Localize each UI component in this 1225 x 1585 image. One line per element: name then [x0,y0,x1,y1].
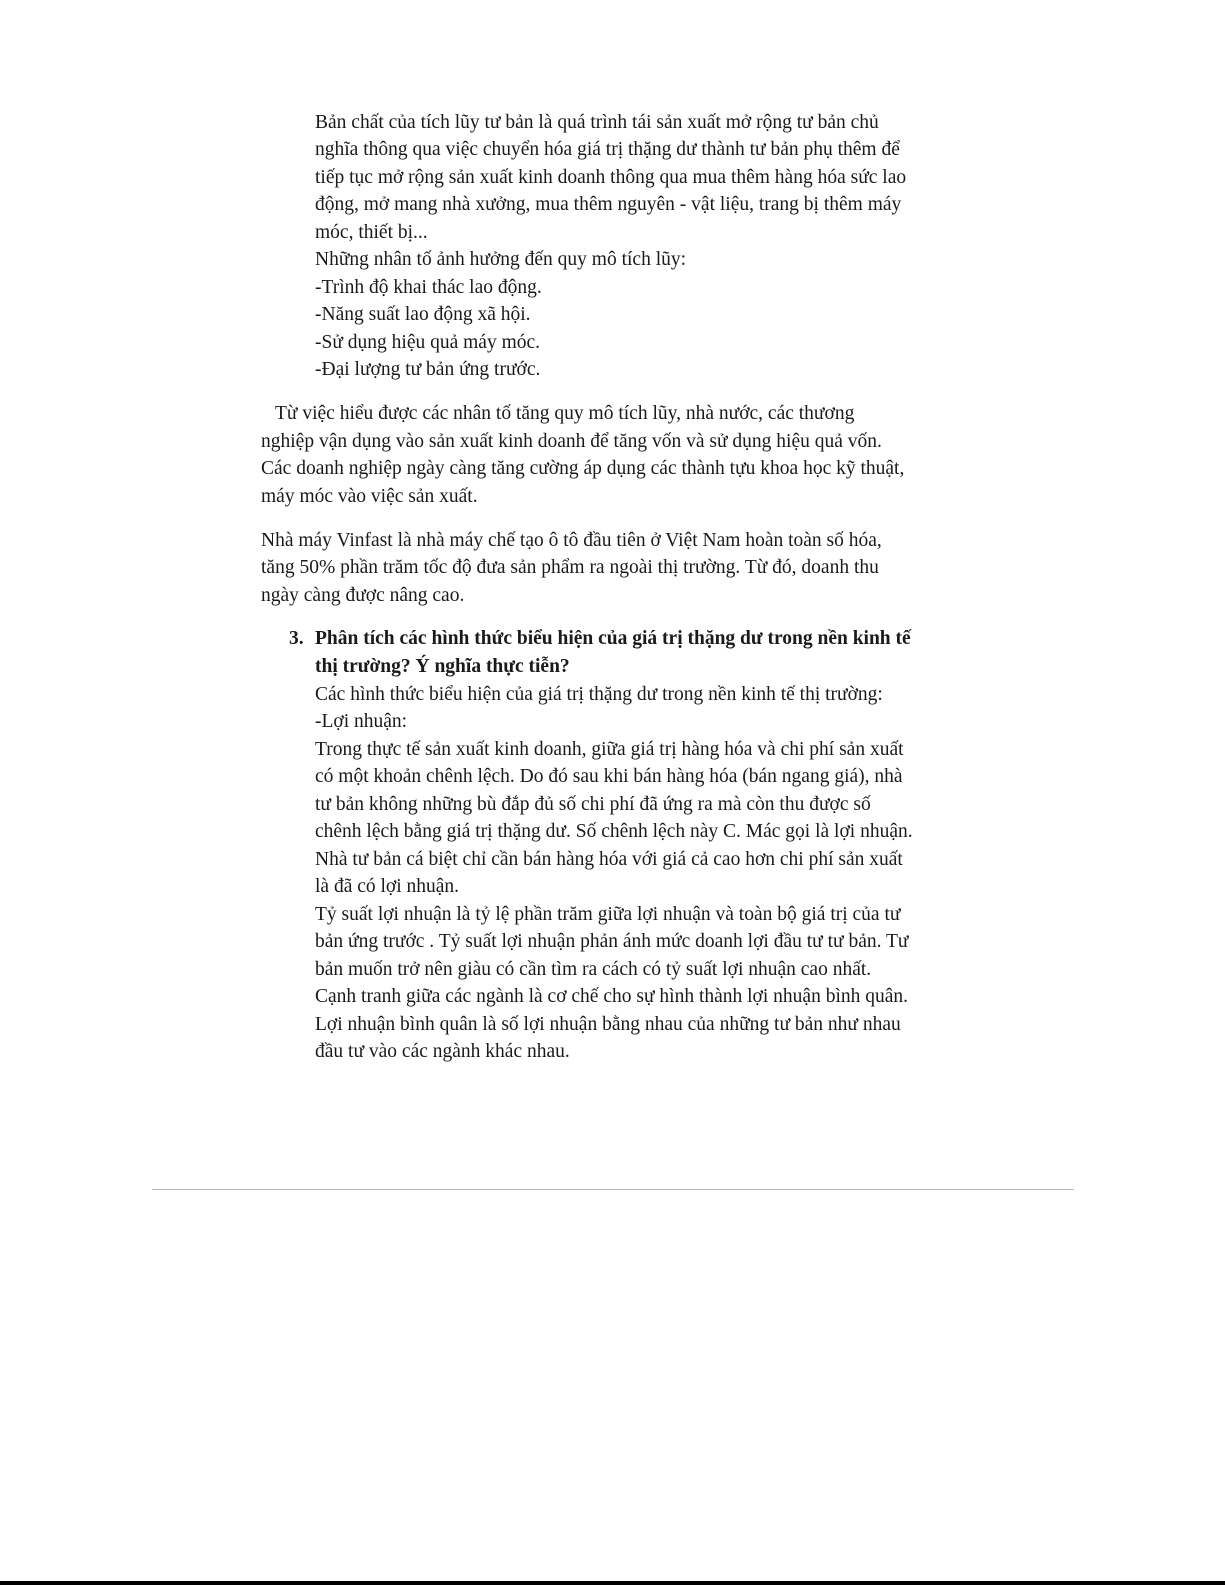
page-divider [152,1189,1074,1190]
text-line: Bản chất của tích lũy tư bản là quá trình tái sản xuất mở rộng tư bản chủ [315,112,879,133]
text-line: máy móc vào việc sản xuất. [261,486,478,507]
list-item: -Trình độ khai thác lao động. [315,277,542,298]
list-item: -Đại lượng tư bản ứng trước. [315,359,541,380]
section-heading: Phân tích các hình thức biểu hiện của giá trị thặng dư trong nền kinh tế [315,628,911,649]
text-line: Các doanh nghiệp ngày càng tăng cường áp dụng các thành tựu khoa học kỹ thuật, [261,458,905,479]
text-line: đầu tư vào các ngành khác nhau. [315,1041,570,1062]
text-line: là đã có lợi nhuận. [315,876,460,897]
section-number: 3. [289,628,304,649]
text-line: Nhà máy Vinfast là nhà máy chế tạo ô tô đầu tiên ở Việt Nam hoàn toàn số hóa, [261,530,882,551]
text-line: có một khoản chênh lệch. Do đó sau khi bán hàng hóa (bán ngang giá), nhà [315,766,903,787]
text-line: Tỷ suất lợi nhuận là tỷ lệ phần trăm giữa lợi nhuận và toàn bộ giá trị của tư [315,904,901,925]
text-line: chênh lệch bằng giá trị thặng dư. Số chênh lệch này C. Mác gọi là lợi nhuận. [315,821,913,842]
text-line: Nhà tư bản cá biệt chỉ cần bán hàng hóa với giá cả cao hơn chi phí sản xuất [315,849,903,870]
page-bottom-edge [0,1581,1225,1585]
section-heading: thị trường? Ý nghĩa thực tiễn? [315,656,570,677]
list-item: -Lợi nhuận: [315,711,408,732]
text-line: bản muốn trở nên giàu có cần tìm ra cách có tỷ suất lợi nhuận cao nhất. [315,959,872,980]
text-line: ngày càng được nâng cao. [261,585,465,606]
text-line: Các hình thức biểu hiện của giá trị thặng dư trong nền kinh tế thị trường: [315,684,883,705]
text-line: nghiệp vận dụng vào sản xuất kinh doanh để tăng vốn và sử dụng hiệu quả vốn. [261,431,882,452]
text-line: Những nhân tố ảnh hưởng đến quy mô tích lũy: [315,249,687,270]
text-line: nghĩa thông qua việc chuyển hóa giá trị thặng dư thành tư bản phụ thêm để [315,139,900,160]
text-line: Trong thực tế sản xuất kinh doanh, giữa giá trị hàng hóa và chi phí sản xuất [315,739,904,760]
text-line: bản ứng trước . Tỷ suất lợi nhuận phản ánh mức doanh lợi đầu tư tư bản. Tư [315,931,909,952]
list-item: -Năng suất lao động xã hội. [315,304,531,325]
text-line: tăng 50% phần trăm tốc độ đưa sản phẩm ra ngoài thị trường. Từ đó, doanh thu [261,557,879,578]
text-line: tiếp tục mở rộng sản xuất kinh doanh thông qua mua thêm hàng hóa sức lao [315,167,907,188]
text-line: tư bản không những bù đắp đủ số chi phí đã ứng ra mà còn thu được số [315,794,871,815]
text-line: móc, thiết bị... [315,222,428,243]
text-line: Lợi nhuận bình quân là số lợi nhuận bằng nhau của những tư bản như nhau [315,1014,901,1035]
text-line: động, mở mang nhà xưởng, mua thêm nguyên - vật liệu, trang bị thêm máy [315,194,902,215]
text-line: Cạnh tranh giữa các ngành là cơ chế cho sự hình thành lợi nhuận bình quân. [315,986,909,1007]
text-line: Từ việc hiểu được các nhân tố tăng quy mô tích lũy, nhà nước, các thương [275,403,855,424]
list-item: -Sử dụng hiệu quả máy móc. [315,332,541,353]
